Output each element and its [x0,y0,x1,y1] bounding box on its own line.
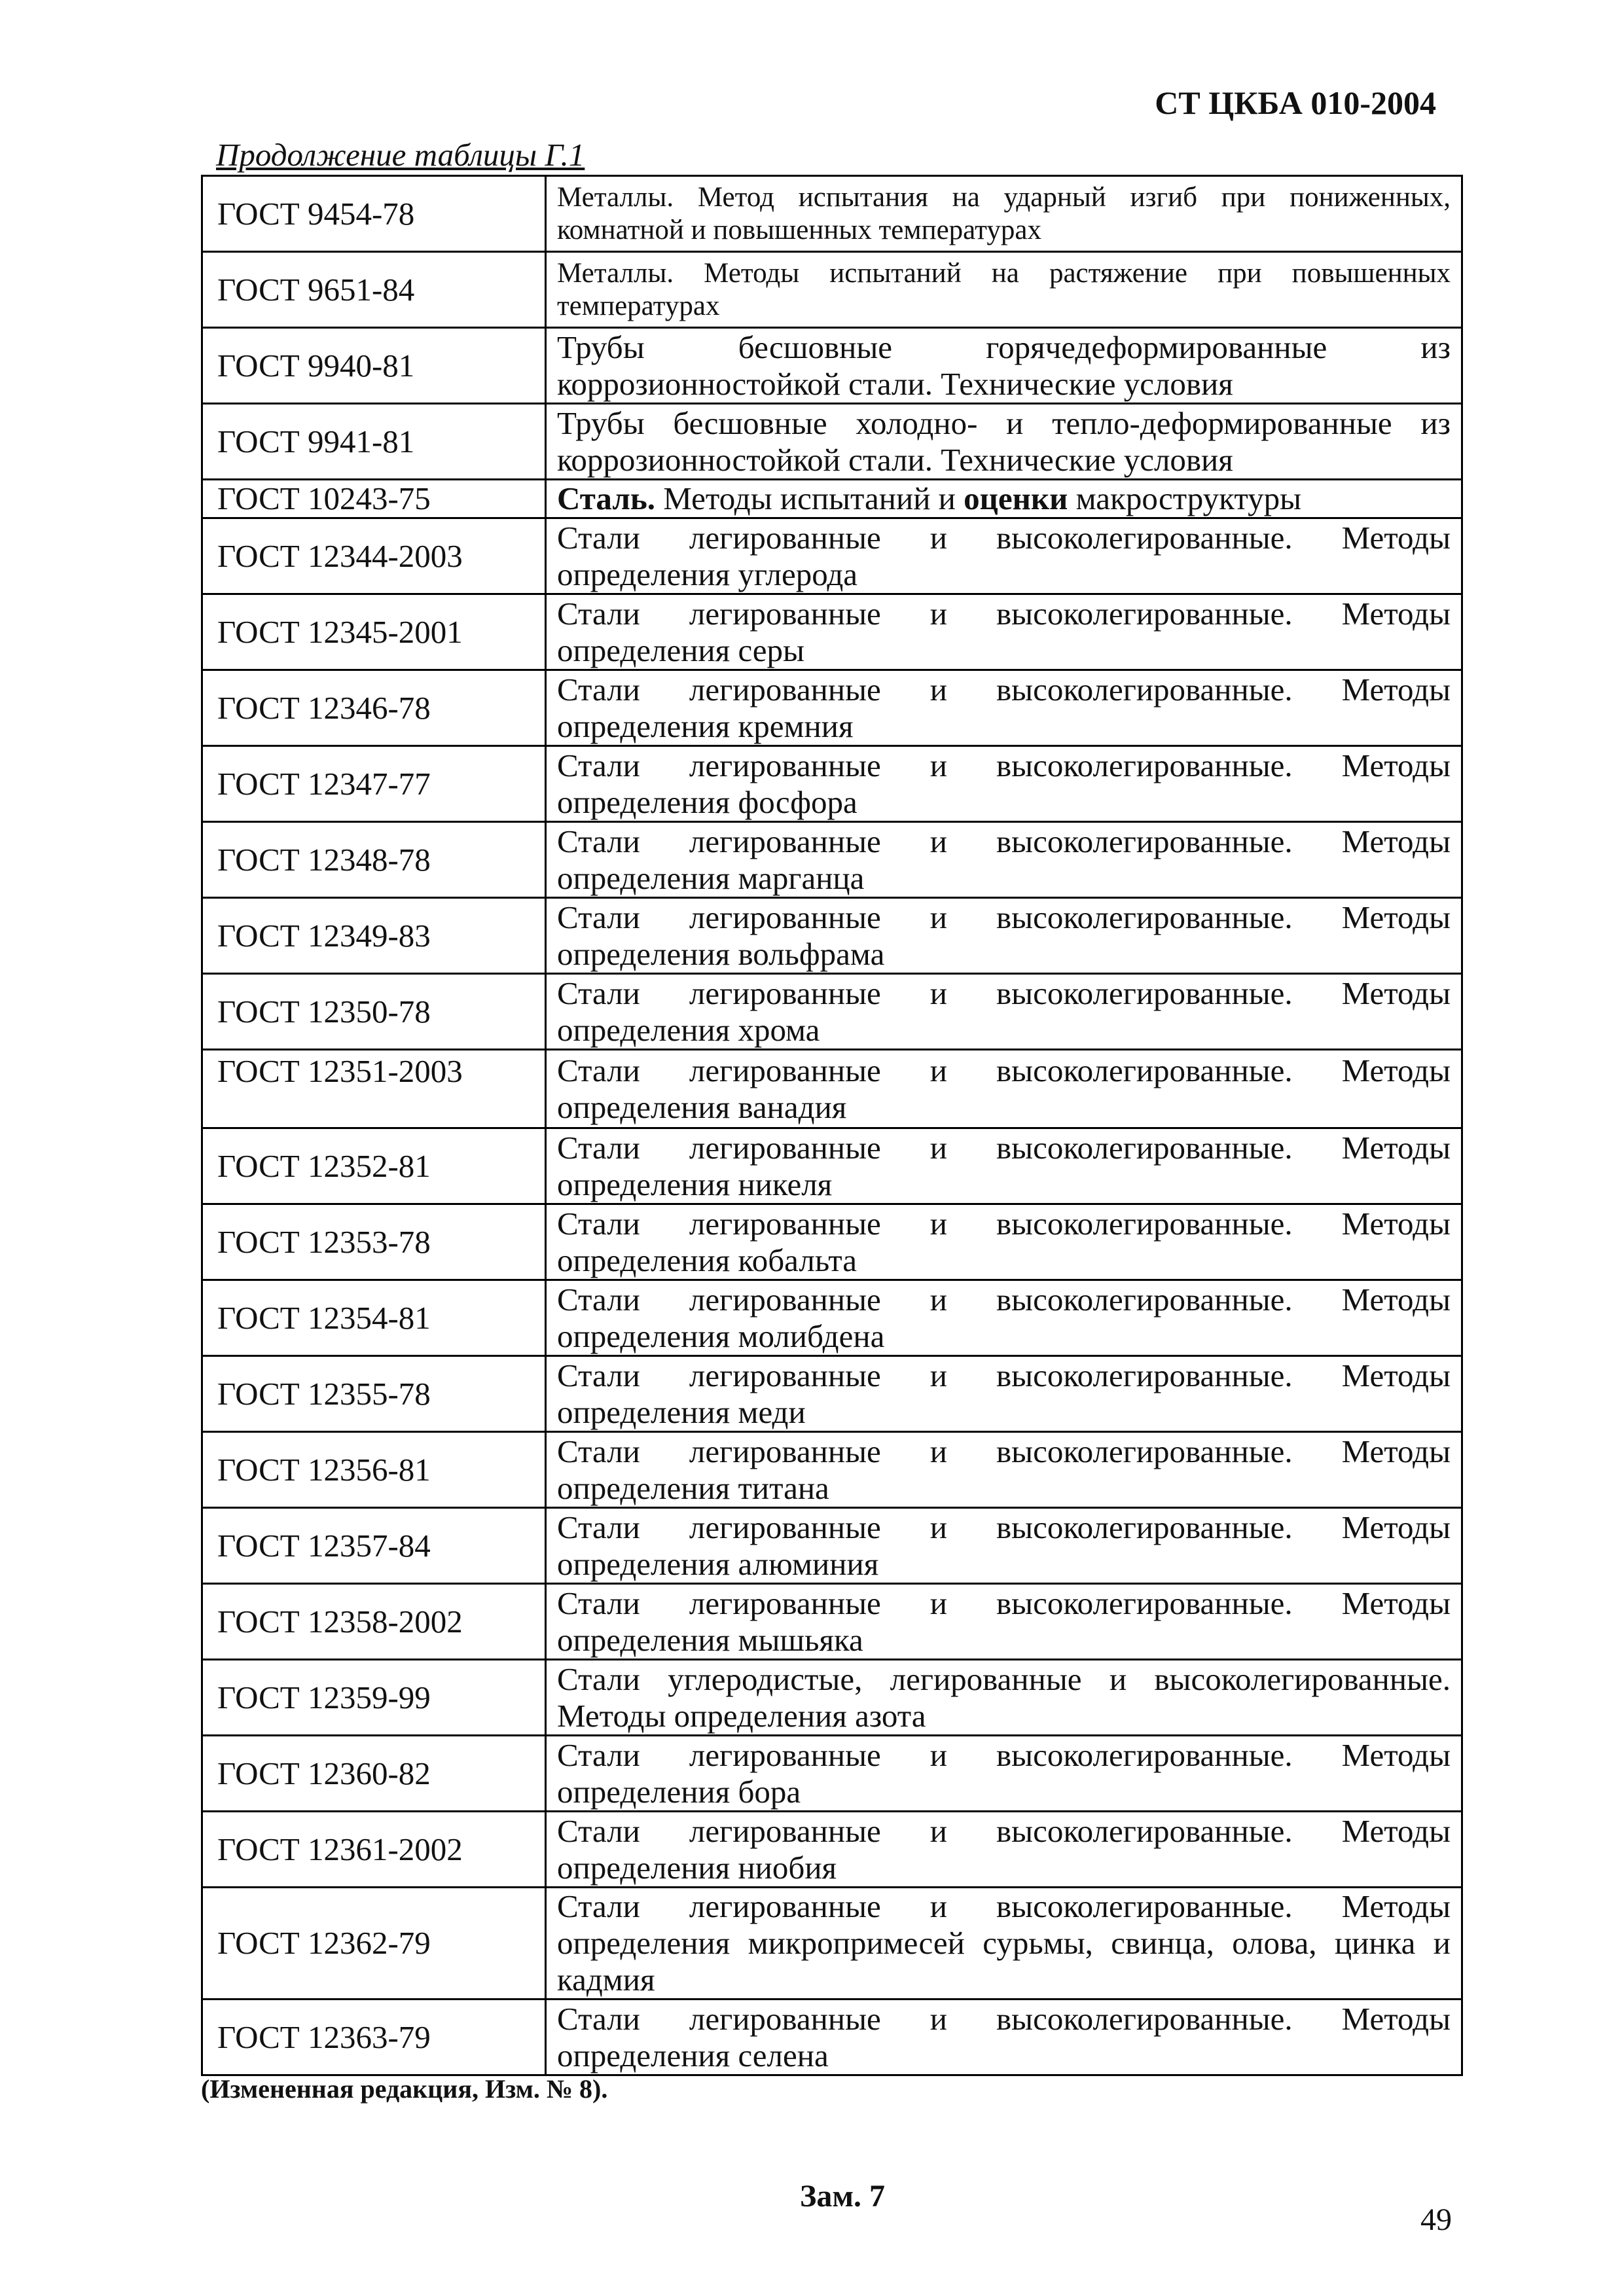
table-row [202,2000,1462,2075]
standard-description: Стали легированные и высоколегированные. Методы определения кремния [546,670,1462,746]
standard-description: Стали легированные и высоколегированные. Методы определения микропримесей сурьмы, свинца, олова, цинка и кадмия [546,1888,1462,2000]
standard-code: ГОСТ 12358-2002 [202,1584,546,1660]
standard-description: Стали легированные и высоколегированные. Методы определения кобальта [546,1204,1462,1280]
table-continuation-title: Продолжение таблицы Г.1 [216,137,585,173]
standard-code: ГОСТ 9941-81 [202,404,546,480]
standard-description: Стали легированные и высоколегированные. Методы определения бора [546,1736,1462,1812]
table-row [202,1888,1462,2000]
table-row [202,1736,1462,1812]
document-code: СТ ЦКБА 010-2004 [1155,84,1436,121]
table-row [202,1356,1462,1432]
standard-code: ГОСТ 12346-78 [202,670,546,746]
page-number: 49 [1420,2202,1452,2237]
standard-description: Стали легированные и высоколегированные. Методы определения вольфрама [546,898,1462,974]
standard-description: Стали легированные и высоколегированные. Методы определения фосфора [546,746,1462,822]
table-row [202,746,1462,822]
standard-code: ГОСТ 12360-82 [202,1736,546,1812]
table-row [202,1812,1462,1888]
standard-description: Стали углеродистые, легированные и высоколегированные. Методы определения азота [546,1660,1462,1736]
amendment-label: Зам. 7 [800,2179,886,2214]
standard-description: Стали легированные и высоколегированные. Методы определения меди [546,1356,1462,1432]
standard-description: Стали легированные и высоколегированные. Методы определения ниобия [546,1812,1462,1888]
standard-description: Трубы бесшовные холодно- и тепло-деформированные из коррозионностойкой стали. Технические условия [546,404,1462,480]
standard-code: ГОСТ 12353-78 [202,1204,546,1280]
standard-description: Стали легированные и высоколегированные. Методы определения серы [546,594,1462,670]
bold-term: Сталь. [557,480,655,516]
standard-code: ГОСТ 12347-77 [202,746,546,822]
standard-code: ГОСТ 12359-99 [202,1660,546,1736]
standard-code: ГОСТ 9651-84 [202,252,546,328]
standard-description: Стали легированные и высоколегированные. Методы определения алюминия [546,1508,1462,1584]
table-row [202,518,1462,594]
table-row [202,480,1462,518]
table-row [202,1508,1462,1584]
standard-code: ГОСТ 10243-75 [202,480,546,518]
standard-code: ГОСТ 12345-2001 [202,594,546,670]
standard-description: Стали легированные и высоколегированные. Методы определения мышьяка [546,1584,1462,1660]
table-row [202,1660,1462,1736]
table-row [202,594,1462,670]
standard-code: ГОСТ 12350-78 [202,974,546,1050]
standard-description: Стали легированные и высоколегированные. Методы определения марганца [546,822,1462,898]
standard-description: Стали легированные и высоколегированные. Методы определения ванадия [546,1050,1462,1128]
standard-code: ГОСТ 12352-81 [202,1128,546,1204]
standard-code: ГОСТ 12356-81 [202,1432,546,1508]
standard-description: Металлы. Методы испытаний на растяжение при повышенных температурах [546,252,1462,328]
standard-code: ГОСТ 12354-81 [202,1280,546,1356]
standard-description: Стали легированные и высоколегированные. Методы определения титана [546,1432,1462,1508]
standard-code: ГОСТ 12362-79 [202,1888,546,2000]
standards-table [201,175,1463,2076]
table-row [202,1128,1462,1204]
table-row [202,1204,1462,1280]
table-row [202,670,1462,746]
standard-code: ГОСТ 12363-79 [202,2000,546,2075]
standard-code: ГОСТ 12348-78 [202,822,546,898]
table-row [202,974,1462,1050]
standard-description: Стали легированные и высоколегированные. Методы определения углерода [546,518,1462,594]
standard-code: ГОСТ 9940-81 [202,328,546,404]
standard-code: ГОСТ 12361-2002 [202,1812,546,1888]
standard-code: ГОСТ 12349-83 [202,898,546,974]
standard-description [546,480,1462,518]
table-row [202,898,1462,974]
table-row [202,252,1462,328]
table-row [202,1432,1462,1508]
standard-description: Стали легированные и высоколегированные. Методы определения молибдена [546,1280,1462,1356]
table-row [202,1584,1462,1660]
standard-code: ГОСТ 12357-84 [202,1508,546,1584]
bold-term: оценки [964,480,1068,516]
table-row [202,1050,1462,1128]
standard-code: ГОСТ 12351-2003 [202,1050,546,1128]
table-row [202,822,1462,898]
revision-note: (Измененная редакция, Изм. № 8). [201,2074,608,2104]
table-row [202,404,1462,480]
standard-code: ГОСТ 9454-78 [202,176,546,252]
standard-description: Стали легированные и высоколегированные. Методы определения селена [546,2000,1462,2075]
description-text: Методы испытаний и [655,480,964,516]
table-row [202,176,1462,252]
table-row [202,1280,1462,1356]
standard-description: Металлы. Метод испытания на ударный изгиб при пониженных, комнатной и повышенных температурах [546,176,1462,252]
standard-description: Стали легированные и высоколегированные. Методы определения хрома [546,974,1462,1050]
description-text: макроструктуры [1068,480,1302,516]
standard-code: ГОСТ 12344-2003 [202,518,546,594]
standard-description: Стали легированные и высоколегированные. Методы определения никеля [546,1128,1462,1204]
standard-description: Трубы бесшовные горячедеформированные из коррозионностойкой стали. Технические условия [546,328,1462,404]
table-row [202,328,1462,404]
standard-code: ГОСТ 12355-78 [202,1356,546,1432]
